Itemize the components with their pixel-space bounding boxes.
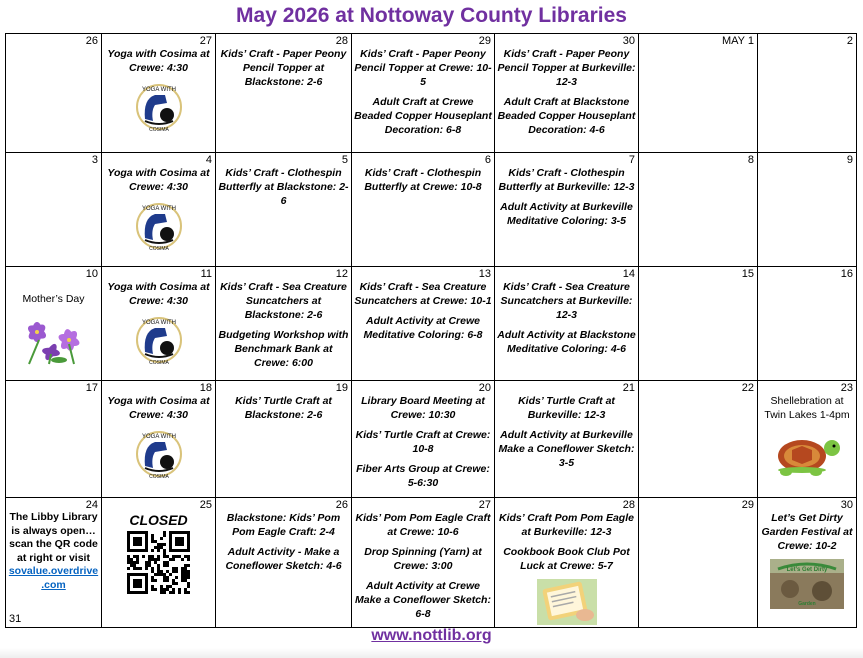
calendar-day-cell	[639, 34, 758, 153]
page-title: May 2026 at Nottoway County Libraries	[236, 4, 627, 27]
event-item: Adult Activity at Burkeville Make a Coneflower Sketch: 3-5	[498, 429, 635, 469]
closed-label: CLOSED	[129, 512, 188, 528]
day-number: 4	[205, 154, 212, 166]
event-item: Adult Activity at Crewe Make a Coneflower Sketch: 6-8	[355, 580, 491, 620]
calendar-day-cell	[216, 498, 352, 628]
calendar-week-row	[6, 498, 857, 628]
day-number: 10	[85, 268, 98, 280]
calendar-day-cell	[102, 498, 216, 628]
day-number: 12	[335, 268, 348, 280]
calendar-day-cell	[352, 498, 495, 628]
calendar-day-cell	[758, 381, 857, 498]
event-item: Fiber Arts Group at Crewe: 5-6:30	[356, 463, 490, 489]
calendar-day-cell	[6, 381, 102, 498]
day-number: 6	[484, 154, 491, 166]
event-item: Yoga with Cosima at Crewe: 4:30	[107, 395, 210, 421]
calendar-day-cell	[758, 498, 857, 628]
calendar-day-cell	[6, 498, 102, 628]
event-item: Kids’ Craft - Sea Creature Suncatchers at Blackstone: 2-6	[220, 281, 347, 321]
overdrive-link[interactable]: sovalue.overdrive .com	[8, 565, 99, 591]
svg-text:COSIMA: COSIMA	[148, 474, 169, 480]
calendar-day-cell	[495, 153, 639, 267]
day-number: 16	[840, 268, 853, 280]
calendar-day-cell	[6, 153, 102, 267]
yoga-logo-icon	[131, 81, 187, 133]
event-item: Yoga with Cosima at Crewe: 4:30	[107, 167, 210, 193]
calendar-day-cell	[216, 267, 352, 381]
calendar-day-cell	[495, 267, 639, 381]
event-item: Blackstone: Kids’ Pom Pom Eagle Craft: 2-4	[226, 512, 341, 538]
event-item: Adult Activity at Burkeville Meditative Coloring: 3-5	[500, 201, 633, 227]
calendar-day-cell	[495, 498, 639, 628]
event-item: Let’s Get Dirty Garden Festival at Crewe: 10-2	[761, 512, 853, 552]
calendar-day-cell	[758, 34, 857, 153]
event-item: Kids’ Craft Pom Pom Eagle at Burkeville: 12-3	[499, 512, 634, 538]
event-item: Adult Activity at Blackstone Meditative Coloring: 4-6	[497, 329, 636, 355]
event-item: Adult Activity at Crewe Meditative Coloring: 6-8	[363, 315, 483, 341]
day-number: 30	[622, 35, 635, 47]
calendar-day-cell	[6, 34, 102, 153]
event-item: Kids’ Craft - Paper Peony Pencil Topper at Crewe: 10-5	[354, 48, 492, 88]
event-item: Cookbook Book Club Pot Luck at Crewe: 5-7	[503, 546, 630, 572]
website-footer[interactable]: www.nottlib.org	[371, 627, 492, 644]
yoga-logo-icon	[131, 200, 187, 252]
calendar-day-cell	[352, 381, 495, 498]
tablet-recipe-icon	[537, 579, 597, 625]
day-number: 9	[846, 154, 853, 166]
calendar-day-cell	[639, 267, 758, 381]
event-item: Kids’ Craft - Paper Peony Pencil Topper at Burkeville: 12-3	[497, 48, 636, 88]
calendar-day-cell	[102, 153, 216, 267]
event-item: Kids’ Turtle Craft at Crewe: 10-8	[355, 429, 491, 455]
event-item: Kids’ Pom Pom Eagle Craft at Crewe: 10-6	[355, 512, 491, 538]
day-number: 20	[478, 382, 491, 394]
bottom-fade	[0, 648, 863, 658]
day-number-31: 31	[9, 613, 22, 625]
day-number: 21	[622, 382, 635, 394]
day-number: 7	[628, 154, 635, 166]
day-number: 15	[741, 268, 754, 280]
day-number: 28	[622, 499, 635, 511]
purple-flowers-icon	[19, 310, 89, 366]
day-number: 14	[622, 268, 635, 280]
calendar-week-row	[6, 34, 857, 153]
event-item: Drop Spinning (Yarn) at Crewe: 3:00	[364, 546, 482, 572]
calendar-day-cell	[216, 153, 352, 267]
calendar-day-cell	[352, 267, 495, 381]
calendar-day-cell	[758, 153, 857, 267]
svg-text:YOGA WITH: YOGA WITH	[141, 320, 176, 326]
qr-code-icon[interactable]	[127, 531, 190, 594]
calendar-day-cell	[102, 34, 216, 153]
svg-text:COSIMA: COSIMA	[148, 127, 169, 133]
event-item: Adult Craft at Crewe Beaded Copper Houseplant Decoration: 6-8	[354, 96, 492, 136]
turtle-icon	[772, 426, 842, 478]
day-number: 25	[199, 499, 212, 511]
calendar-week-row	[6, 153, 857, 267]
event-item: Kids’ Craft - Sea Creature Suncatchers at Burkeville: 12-3	[500, 281, 633, 321]
day-number: 11	[200, 268, 212, 280]
calendar-day-cell	[639, 381, 758, 498]
calendar-day-cell	[495, 381, 639, 498]
day-number: MAY 1	[722, 35, 754, 47]
calendar-grid	[5, 33, 857, 628]
event-item: Kids’ Craft - Clothespin Butterfly at Blackstone: 2-6	[218, 167, 349, 207]
garden-photo-icon	[770, 559, 844, 609]
day-number: 5	[341, 154, 348, 166]
day-number: 29	[478, 35, 491, 47]
calendar-day-cell	[102, 267, 216, 381]
day-number: 27	[199, 35, 212, 47]
svg-text:YOGA WITH: YOGA WITH	[141, 434, 176, 440]
event-item: Library Board Meeting at Crewe: 10:30	[361, 395, 485, 421]
event-item: Adult Craft at Blackstone Beaded Copper Houseplant Decoration: 4-6	[497, 96, 636, 136]
event-item: Kids’ Craft - Paper Peony Pencil Topper at Blackstone: 2-6	[220, 48, 347, 88]
calendar-day-cell	[216, 381, 352, 498]
event-item: Kids’ Craft - Clothespin Butterfly at Burkeville: 12-3	[498, 167, 635, 193]
day-number: 22	[741, 382, 754, 394]
event-item: Yoga with Cosima at Crewe: 4:30	[107, 281, 210, 307]
day-number: 26	[335, 499, 348, 511]
day-number: 24	[85, 499, 98, 511]
calendar-day-cell	[758, 267, 857, 381]
day-number: 26	[85, 35, 98, 47]
yoga-logo-icon	[131, 314, 187, 366]
day-number: 30	[840, 499, 853, 511]
calendar-day-cell	[352, 34, 495, 153]
svg-text:COSIMA: COSIMA	[148, 246, 169, 252]
event-item: Kids’ Craft - Clothespin Butterfly at Crewe: 10-8	[364, 167, 482, 193]
day-number: 17	[85, 382, 98, 394]
svg-text:YOGA WITH: YOGA WITH	[141, 206, 176, 212]
day-number: 29	[741, 499, 754, 511]
svg-text:Garden: Garden	[798, 601, 816, 607]
event-item: Budgeting Workshop with Benchmark Bank at Crewe: 6:00	[218, 329, 349, 369]
day-number: 27	[478, 499, 491, 511]
day-number: 2	[846, 35, 853, 47]
holiday-label: Shellebration at Twin Lakes 1-4pm	[764, 395, 850, 421]
day-number: 28	[335, 35, 348, 47]
calendar-day-cell	[352, 153, 495, 267]
day-number: 3	[91, 154, 98, 166]
event-item: Adult Activity - Make a Coneflower Sketch: 4-6	[225, 546, 342, 572]
svg-text:Let’s Get Dirty: Let’s Get Dirty	[786, 567, 828, 573]
calendar-day-cell	[495, 34, 639, 153]
calendar-day-cell	[102, 381, 216, 498]
calendar-day-cell	[639, 498, 758, 628]
libby-notice: The Libby Library is always open… scan the QR code at right or visit sovalue.overdrive .com	[8, 511, 99, 591]
calendar-week-row	[6, 381, 857, 498]
calendar-day-cell	[639, 153, 758, 267]
day-number: 8	[747, 154, 754, 166]
svg-text:YOGA WITH: YOGA WITH	[141, 87, 176, 93]
calendar-week-row	[6, 267, 857, 381]
event-item: Kids’ Turtle Craft at Blackstone: 2-6	[235, 395, 332, 421]
day-number: 19	[335, 382, 348, 394]
day-number: 13	[478, 268, 491, 280]
yoga-logo-icon	[131, 428, 187, 480]
calendar-day-cell	[6, 267, 102, 381]
calendar-day-cell	[216, 34, 352, 153]
day-number: 23	[840, 382, 853, 394]
holiday-label: Mother’s Day	[22, 293, 85, 305]
event-item: Yoga with Cosima at Crewe: 4:30	[107, 48, 210, 74]
event-item: Kids’ Craft - Sea Creature Suncatchers at Crewe: 10-1	[354, 281, 492, 307]
event-item: Kids’ Turtle Craft at Burkeville: 12-3	[518, 395, 615, 421]
day-number: 18	[199, 382, 212, 394]
svg-text:COSIMA: COSIMA	[148, 360, 169, 366]
